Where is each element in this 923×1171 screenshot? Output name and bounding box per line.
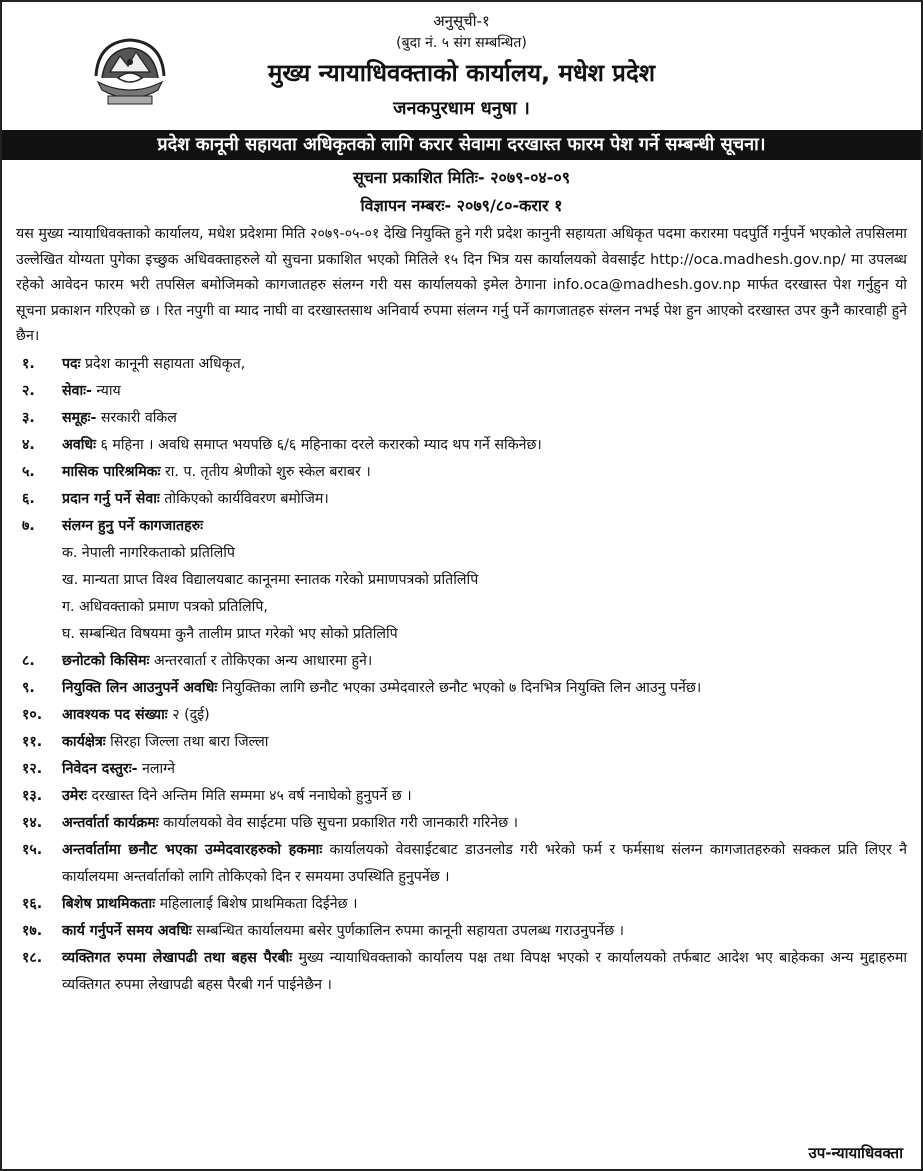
list-item xyxy=(16,432,907,459)
item-label: छनोटको किसिमः xyxy=(62,652,150,669)
list-item xyxy=(16,351,907,378)
list-item xyxy=(16,945,907,999)
item-text: अन्तरवार्ता र तोकिएका अन्य आधारमा हुने। xyxy=(149,652,373,669)
item-label: प्रदान गर्नु पर्ने सेवाः xyxy=(62,490,160,507)
item-label: व्यक्तिगत रुपमा लेखापढी तथा बहस पैरबीः xyxy=(62,949,293,966)
item-label: आवश्यक पद संख्याः xyxy=(62,706,168,723)
item-label: बिशेष प्राथमिकताः xyxy=(62,895,156,912)
office-location: जनकपुरधाम धनुषा । xyxy=(393,98,530,119)
item-label: समूहः- xyxy=(62,409,97,426)
requirements-list xyxy=(16,351,907,999)
list-item xyxy=(16,459,907,486)
item-text: न्याय xyxy=(91,382,121,399)
item-label: संलग्न हुनु पर्ने कागजातहरुः xyxy=(62,517,203,534)
item-text: सम्बन्धित कार्यालयमा बसेर पुर्णकालिन रुपमा कानूनी सहायता उपलब्ध गराउनुपर्नेछ । xyxy=(191,922,625,939)
item-label: अवधिः xyxy=(62,436,96,453)
item-text: प्रदेश कानूनी सहायता अधिकृत, xyxy=(80,355,246,372)
item-text: मुख्य न्यायाधिवक्ताको कार्यालय पक्ष तथा विपक्ष भएको र कार्यालयको तर्फबाट आदेश भए बाहेकका अन्य मुद्दाहरुमा व्यक्तिगत रुपमा लेखापढी बहस पैरबी गर्न पाईनेछैन । xyxy=(62,949,907,993)
item-number: ३. xyxy=(22,409,35,426)
item-text: सिरहा जिल्ला तथा बारा जिल्ला xyxy=(105,733,269,750)
item-number: १४. xyxy=(22,814,43,831)
item-number: ६. xyxy=(22,490,35,507)
item-number: १८. xyxy=(22,949,43,966)
item-label: कार्यक्षेत्रः xyxy=(62,733,106,750)
item-number: ५. xyxy=(22,463,35,480)
item-number: १२. xyxy=(22,760,43,777)
item-number: ८. xyxy=(22,652,35,669)
document-item: ख. मान्यता प्राप्त विश्व विद्यालयबाट कानूनमा स्नातक गरेको प्रमाणपत्रको प्रतिलिपि xyxy=(62,571,479,588)
item-text: ६ महिना । अवधि समाप्त भयपछि ६/६ महिनाका दरले करारको म्याद थप गर्ने सकिनेछ। xyxy=(96,436,542,453)
item-label: अन्तर्वार्ता कार्यक्रमः xyxy=(62,814,159,831)
signatory-title: उप-न्यायाधिवक्ता xyxy=(808,1144,903,1162)
list-item xyxy=(16,756,907,783)
notice-title-banner: प्रदेश कानूनी सहायता अधिकृतको लागि करार सेवामा दरखास्त फारम पेश गर्ने सम्बन्धी सूचना। xyxy=(2,130,921,160)
list-item xyxy=(16,405,907,432)
item-text: कार्यालयको वेवसाईटबाट डाउनलोड गरी भरेको फर्म र फर्मसाथ संलग्न कागजातहरुको सक्कल प्रति लिएर नै कार्यालयमा अन्तर्वार्ताको लागि तोकिएको दिन र समयमा उपस्थिति हुनुपर्नेछ । xyxy=(62,841,907,885)
item-text: २ (दुई) xyxy=(167,706,210,723)
intro-paragraph: यस मुख्य न्यायाधिवक्ताको कार्यालय, मधेश प्रदेशमा मिति २०७९-०५-०१ देखि नियुक्ति हुने गरी प्रदेश कानुनी सहायता अधिकृत पदमा करारमा पदपुर्ति गर्नुपर्ने भएकोले तपसिलमा उल्लेखित योग्यता पुगेका इच्छुक अधिवक्ताहरुले यो सुचना प्रकाशित भएको मितिले १५ दिन भित्र यस कार्यालयको वेवसाईट http://oca.madhesh.gov.np/ मा उपलब्ध रहेको आवेदन फारम भरी तपसिल बमोजिमको कागजातहरु संलग्न गरी यस कार्यालयको इमेल ठेगाना info.oca@madhesh.gov.np मार्फत दरखास्त पेश गर्नुहुन यो सूचना प्रकाशन गरिएको छ । रित नपुगी वा म्याद नाघी वा दरखास्तसाथ अनिवार्य रुपमा संलग्न गर्नु पर्ने कागजातहरु संग्लन नभई पेश हुन आएको दरखास्त उपर कुनै कारवाही हुने छैन। xyxy=(16,226,907,344)
list-item xyxy=(16,918,907,945)
office-name: मुख्य न्यायाधिवक्ताको कार्यालय, मधेश प्रदेश xyxy=(267,59,656,87)
item-label: कार्य गर्नुपर्ने समय अवधिः xyxy=(62,922,192,939)
item-label: नियुक्ति लिन आउनुपर्ने अवधिः xyxy=(62,679,218,696)
item-number: १५. xyxy=(22,841,43,858)
item-number: १६. xyxy=(22,895,43,912)
item-number: ११. xyxy=(22,733,43,750)
list-item xyxy=(16,783,907,810)
item-text: नियुक्तिका लागि छनौट भएका उम्मेदवारले छनौट भएको ७ दिनभित्र नियुक्ति लिन आउनु पर्नेछ। xyxy=(217,679,702,696)
annex-label: अनुसूची-१ xyxy=(433,12,490,30)
advertisement-number: विज्ञापन नम्बरः- २०७९/८०-करार १ xyxy=(360,196,563,215)
item-label: मासिक पारिश्रमिकः xyxy=(62,463,161,480)
document-item: घ. सम्बन्धित विषयमा कुनै तालीम प्राप्त गरेको भए सोको प्रतिलिपि xyxy=(62,625,398,642)
item-number: १. xyxy=(22,355,35,372)
published-date: सूचना प्रकाशित मितिः- २०७९-०४-०९ xyxy=(352,168,571,187)
item-text: दरखास्त दिने अन्तिम मिति सम्ममा ४५ वर्ष ननाघेको हुनुपर्ने छ । xyxy=(86,787,412,804)
item-number: ९. xyxy=(22,679,35,696)
list-item xyxy=(16,810,907,837)
item-text: कार्यालयको वेव साईटमा पछि सुचना प्रकाशित गरी जानकारी गरिनेछ । xyxy=(158,814,519,831)
item-number: २. xyxy=(22,382,35,399)
item-label: पदः xyxy=(62,355,81,372)
list-item xyxy=(16,702,907,729)
item-label: निवेदन दस्तुरः- xyxy=(62,760,138,777)
item-text: नलाग्ने xyxy=(137,760,176,777)
document-item: ग. अधिवक्ताको प्रमाण पत्रको प्रतिलिपि, xyxy=(62,598,268,615)
item-text: तोकिएको कार्यविवरण बमोजिम। xyxy=(159,490,329,507)
list-item xyxy=(16,486,907,513)
item-text: रा. प. तृतीय श्रेणीको शुरु स्केल बराबर । xyxy=(160,463,371,480)
reference-note: (बुदा नं. ५ संग सम्बन्धित) xyxy=(396,35,527,51)
list-item xyxy=(16,378,907,405)
item-number: १३. xyxy=(22,787,43,804)
item-text: सरकारी वकिल xyxy=(96,409,177,426)
item-number: ७. xyxy=(22,517,35,534)
document-item: क. नेपाली नागरिकताको प्रतिलिपि xyxy=(62,544,235,561)
list-item xyxy=(16,729,907,756)
item-number: १७. xyxy=(22,922,43,939)
item-label: अन्तर्वार्तामा छनौट भएका उम्मेदवारहरुको हकमाः xyxy=(62,841,323,858)
item-label: सेवाः- xyxy=(62,382,92,399)
item-text: महिलालाई बिशेष प्राथमिकता दिईनेछ । xyxy=(155,895,358,912)
item-number: १०. xyxy=(22,706,43,723)
nepal-emblem-icon xyxy=(88,32,172,110)
item-number: ४. xyxy=(22,436,35,453)
item-label: उमेरः xyxy=(62,787,87,804)
list-item xyxy=(16,891,907,918)
list-item xyxy=(16,837,907,891)
list-item xyxy=(16,513,907,540)
list-item xyxy=(16,675,907,702)
list-item xyxy=(16,648,907,675)
